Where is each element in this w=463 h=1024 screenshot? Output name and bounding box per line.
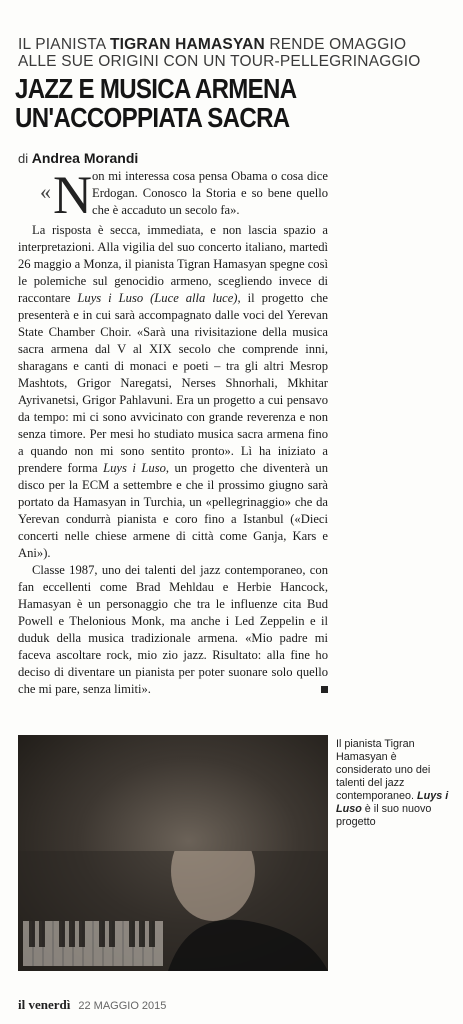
caption-text: Il pianista Tigran Hamasyan è considerato uno dei talenti del jazz contemporaneo. bbox=[336, 738, 431, 802]
headline-line-2: UN'ACCOPPIATA SACRA bbox=[15, 102, 290, 133]
page-footer bbox=[18, 997, 166, 1013]
headline-line-1: JAZZ E MUSICA ARMENA bbox=[15, 73, 297, 104]
p1-text-c: , un progetto che diventerà un disco per la ECM a settembre e che il prossimo giugno sarà portato da Hamasyan in Turchia, un «pellegrinaggio» che da Yerevan condurrà pianista e coro fino a Istanbul («Dieci concerti nelle chiese armene di città come Ganja, Kars e Ani»). bbox=[18, 461, 328, 560]
p1-text-b: , il progetto che presenterà e in cui sarà accompagnato dalle voci del Yerevan State Chamber Choir. «Sarà una rivisitazione della musica sacra armena dal V al XIX secolo che comprende inni, sharagans e canti di monaci e poeti – tra gli altri Mesrop Mashtots, Grigor Naregatsi, Nerses Shnorhali, Mkhitar Ayrivanetsi, Grigor Pahlavuni. Era un progetto a cui pensavo da tempo: mi ci sono avvicinato con grande reverenza e non senza timore. Per mesi ho studiato musica sacra armena fino a quando non mi sono sentito pronto». Lì ha iniziato a prendere forma bbox=[18, 291, 329, 475]
pianist-photo bbox=[18, 735, 328, 971]
end-mark-icon bbox=[321, 686, 328, 693]
article-body bbox=[18, 222, 328, 698]
opening-quote-mark: « bbox=[40, 179, 51, 204]
kicker-prefix: IL PIANISTA bbox=[18, 36, 110, 53]
byline bbox=[18, 150, 138, 166]
kicker-suffix: RENDE OMAGGIO ALLE SUE ORIGINI CON UN TOUR-PELLEGRINAGGIO bbox=[18, 36, 421, 70]
magazine-brand: il venerdì bbox=[18, 997, 71, 1012]
project-title: Luys i Luso (Luce alla luce) bbox=[77, 291, 238, 305]
project-title-2: Luys i Luso bbox=[103, 461, 166, 475]
piano-keys-icon bbox=[18, 851, 328, 971]
dropcap bbox=[40, 165, 92, 225]
headline bbox=[15, 74, 393, 132]
issue-date: 22 MAGGIO 2015 bbox=[78, 1000, 167, 1012]
dropcap-letter: N bbox=[53, 165, 92, 225]
p1-text-a: La risposta è secca, immediata, e non lascia spazio a interpretazioni. Alla vigilia del suo concerto italiano, martedì 26 maggio a Monza, il pianista Tigran Hamasyan spegne così le polemiche sul genocidio armeno, scegliendo invece di raccontare bbox=[18, 223, 328, 305]
caption-tail: è il suo nuovo progetto bbox=[336, 803, 432, 828]
article-paragraph-1 bbox=[18, 222, 328, 562]
byline-prefix: di bbox=[18, 151, 32, 166]
p2-text: Classe 1987, uno dei talenti del jazz contemporaneo, con fan eccellenti come Brad Mehldau e Herbie Hancock, Hamasyan è un personaggio che tra le influenze cita Bud Powell e Thelonious Monk, ma anche i Led Zeppelin e il duduk della musica tradizionale armena. «Mio padre mi faceva ascoltare rock, mio zio jazz. Risultato: alla fine ho deciso di diventare un pianista per poter suonare solo quello che mi pare, senza limiti». bbox=[18, 563, 328, 696]
photo-caption bbox=[336, 738, 454, 829]
byline-author: Andrea Morandi bbox=[31, 150, 139, 166]
article-paragraph-2 bbox=[18, 562, 328, 698]
kicker-name: TIGRAN HAMASYAN bbox=[110, 36, 265, 53]
kicker bbox=[18, 36, 448, 70]
caption-project-title: Luys i Luso bbox=[336, 790, 449, 815]
lead-paragraph: on mi interessa cosa pensa Obama o cosa dice Erdogan. Conosco la Storia e so bene quello che è accaduto un secolo fa». bbox=[92, 169, 328, 217]
